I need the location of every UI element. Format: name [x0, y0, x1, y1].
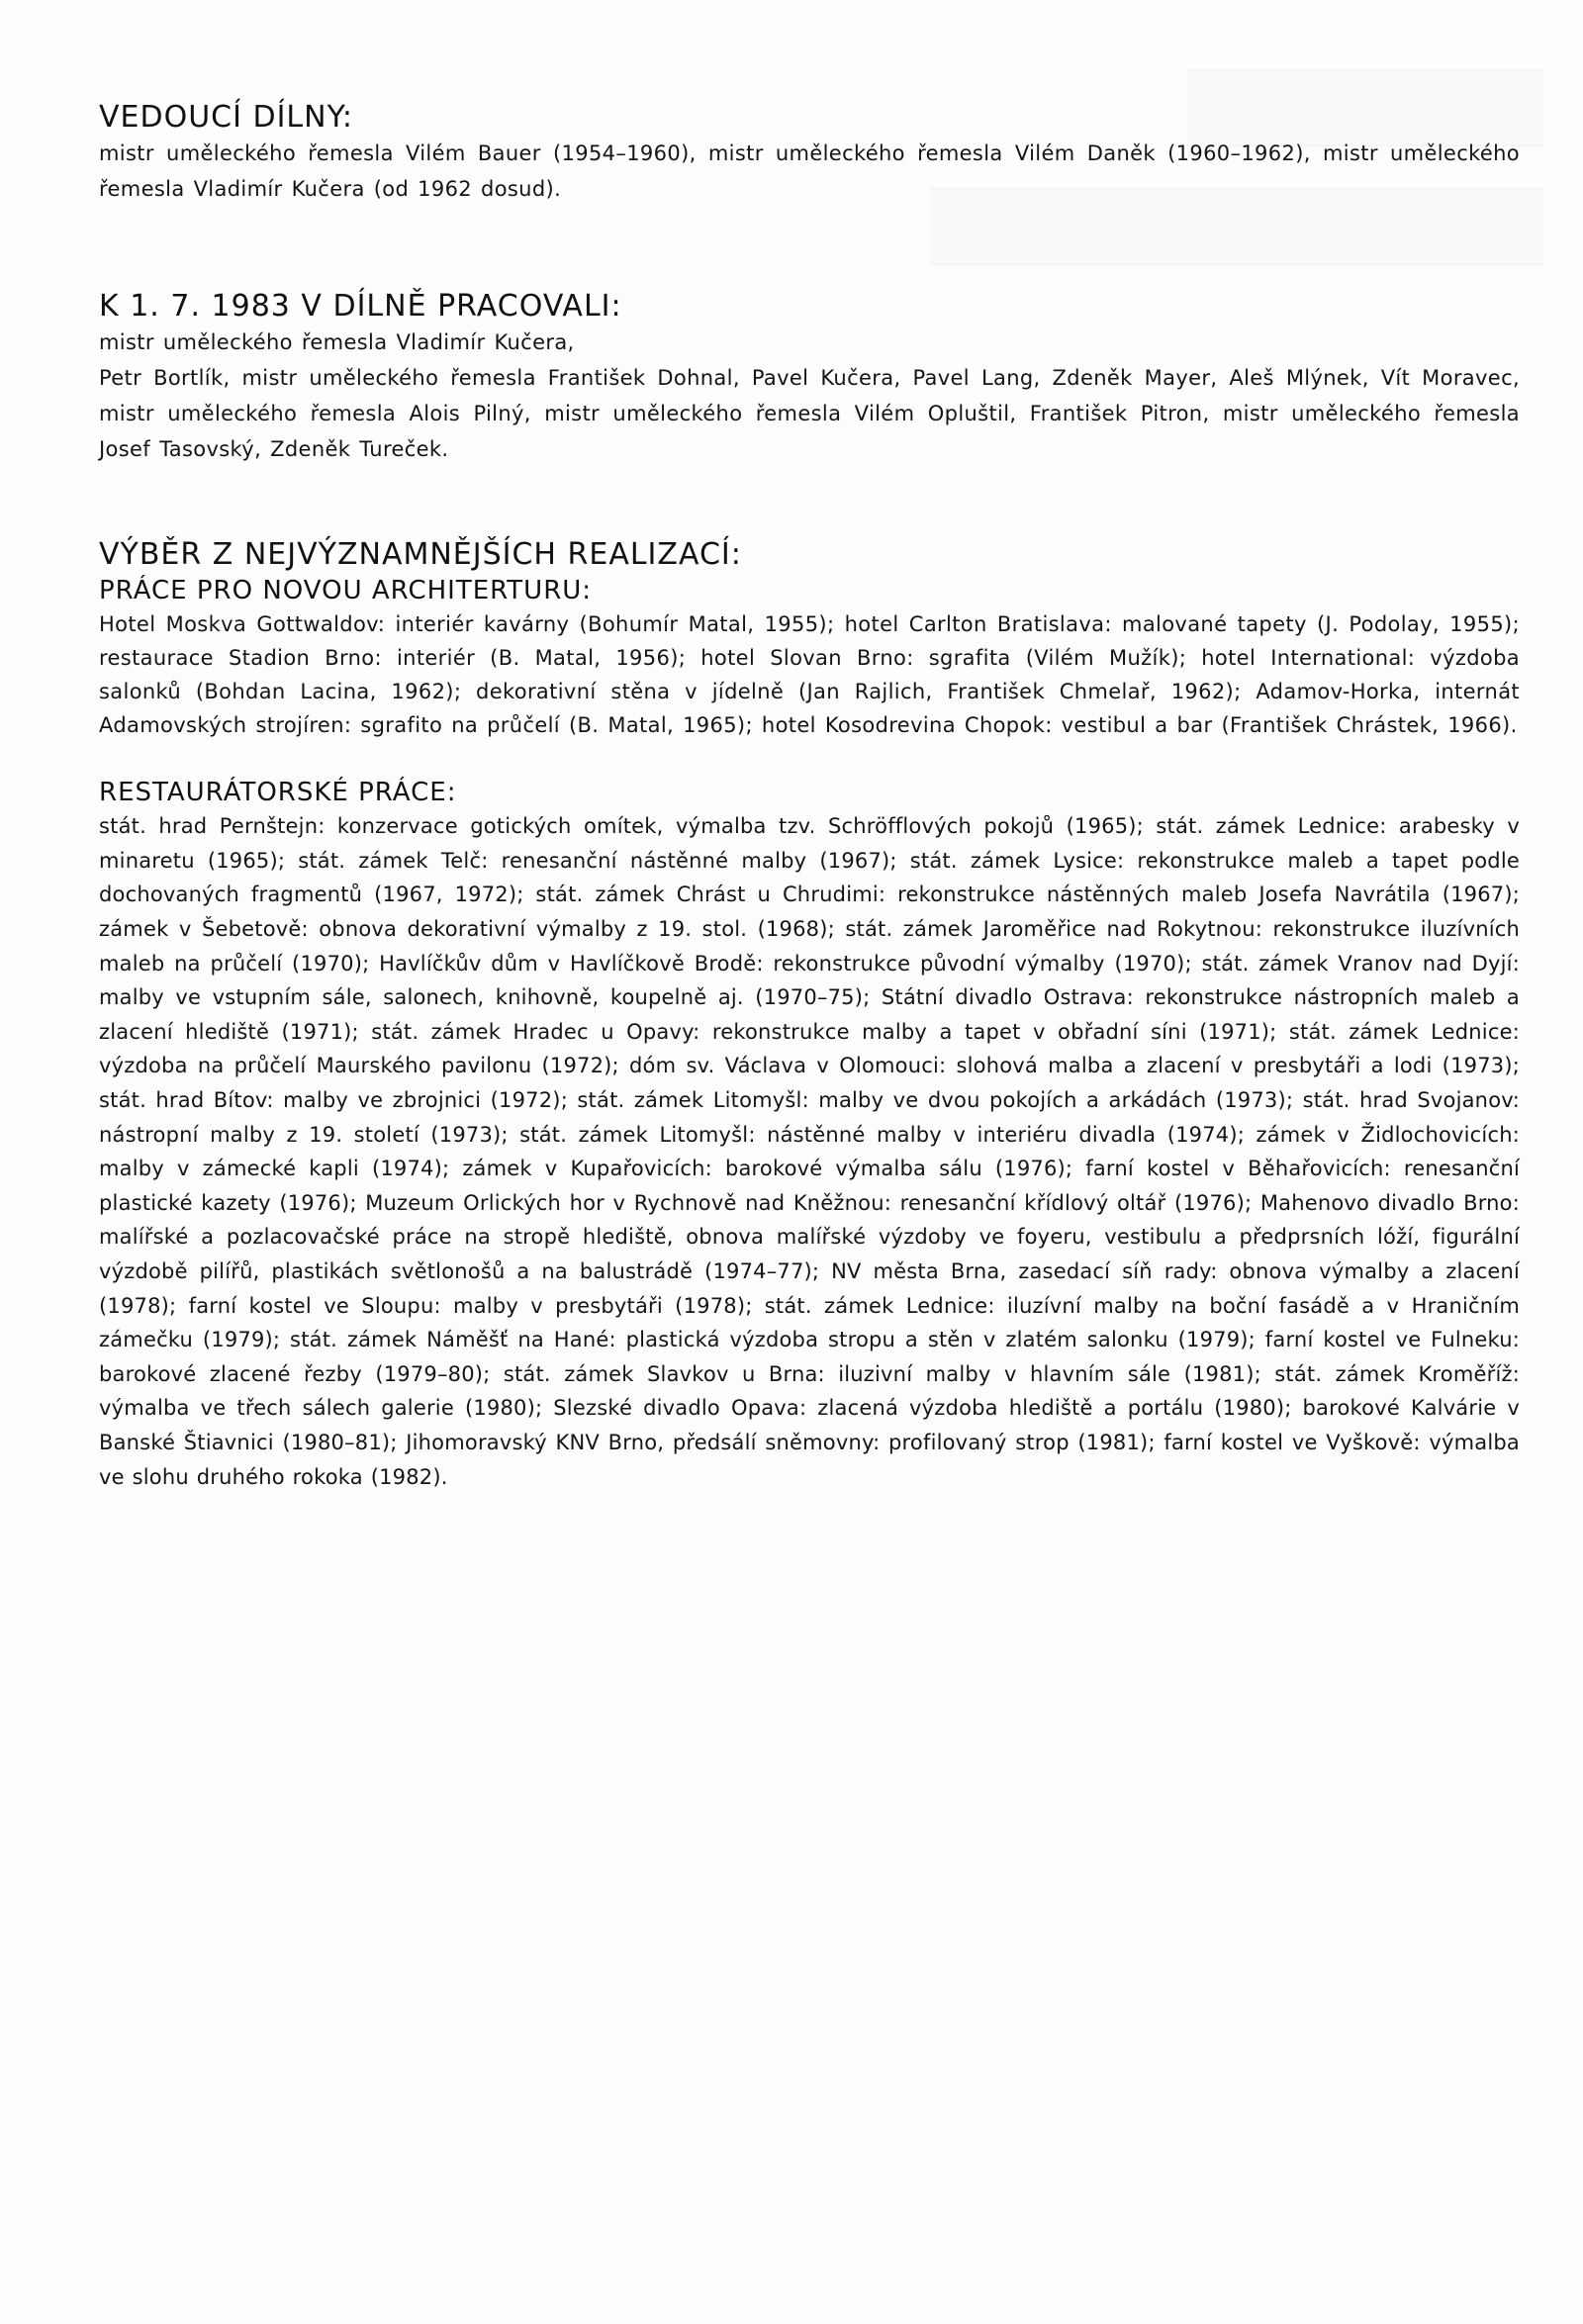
spacer	[99, 467, 1520, 536]
spacer	[99, 207, 1520, 288]
document-body	[99, 99, 1520, 1494]
section-pracovali	[99, 288, 1520, 467]
text-vedouci-dilny: mistr uměleckého řemesla Vilém Bauer (1954–1960), mistr uměleckého řemesla Vilém Daněk (1960–1962), mistr uměleckého řemesla Vladimír Kučera (od 1962 dosud).	[99, 141, 1520, 201]
heading-pracovali: K 1. 7. 1983 V DÍLNĚ PRACOVALI:	[99, 289, 622, 325]
section-restauratorske	[99, 776, 1520, 1494]
text-restauratorske: stát. hrad Pernštejn: konzervace gotických omítek, výmalba tzv. Schröfflových pokojů (1965); stát. zámek Lednice: arabesky v minaretu (1965); stát. zámek Telč: renesanční nástěnné malby (1967); stát. zámek Lysice: rekonstrukce maleb a tapet podle dochovaných fragmentů (1967, 1972); stát. zámek Chrást u Chrudimi: rekonstrukce nástěnných maleb Josefa Navrátila (1967); zámek v Šebetově: obnova dekorativní výmalby z 19. stol. (1968); stát. zámek Jaroměřice nad Rokytnou: rekonstrukce iluzívních maleb na průčelí (1970); Havlíčkův dům v Havlíčkově Brodě: rekonstrukce původní výmalby (1970); stát. zámek Vranov nad Dyjí: malby ve vstupním sále, salonech, knihovně, koupelně aj. (1970–75); Státní divadlo Ostrava: rekonstrukce nástropních maleb a zlacení hlediště (1971); stát. zámek Hradec u Opavy: rekonstrukce malby a tapet v obřadní síni (1971); stát. zámek Lednice: výzdoba na průčelí Maurského pavilonu (1972); dóm sv. Václava v Olomouci: slohová malba a zlacení v presbytáři a lodi (1973); stát. hrad Bítov: malby ve zbrojnici (1972); stát. zámek Litomyšl: malby ve dvou pokojích a arkádách (1973); stát. hrad Svojanov: nástropní malby z 19. století (1973); stát. zámek Litomyšl: nástěnné malby v interiéru divadla (1974); zámek v Židlochovicích: malby v zámecké kapli (1974); zámek v Kupařovicích: barokové výmalba sálu (1976); farní kostel v Běhařovicích: renesanční plastické kazety (1976); Muzeum Orlických hor v Rychnově nad Kněžnou: renesanční křídlový oltář (1976); Mahenovo divadlo Brno: malířské a pozlacovačské práce na stropě hlediště, obnova malířské výzdoby ve foyeru, vestibulu a předprsních lóží, figurální výzdobě pilířů, plastikách světlonošů a na balustrádě (1974–77); NV města Brna, zasedací síň rady: obnova výmalby a zlacení (1978); farní kostel ve Sloupu: malby v presbytáři (1978); stát. zámek Lednice: iluzívní malby na boční fasádě a v Hraničním zámečku (1979); stát. zámek Náměšť na Hané: plastická výzdoba stropu a stěn v zlatém salonku (1979); farní kostel ve Fulneku: barokové zlacené řezby (1979–80); stát. zámek Slavkov u Brna: iluzivní malby v hlavním sále (1981); stát. zámek Kroměříž: výmalba ve třech sálech galerie (1980); Slezské divadlo Opava: zlacená výzdoba hlediště a portálu (1980); barokové Kalvárie v Banské Štiavnici (1980–81); Jihomoravský KNV Brno, předsálí sněmovny: profilovaný strop (1981); farní kostel ve Vyškově: výmalba ve slohu druhého rokoka (1982).	[99, 814, 1520, 1489]
section-realizace	[99, 536, 1520, 742]
heading-restauratorske: RESTAURÁTORSKÉ PRÁCE:	[99, 778, 457, 808]
spacer	[99, 742, 1520, 776]
heading-realizace: VÝBĚR Z NEJVÝZNAMNĚJŠÍCH REALIZACÍ:	[99, 537, 742, 573]
section-vedouci-dilny	[99, 99, 1520, 207]
text-nova-architektura: Hotel Moskva Gottwaldov: interiér kavárny (Bohumír Matal, 1955); hotel Carlton Bratislava: malované tapety (J. Podolay, 1955); restaurace Stadion Brno: interiér (B. Matal, 1956); hotel Slovan Brno: sgrafita (Vilém Mužík); hotel International: výzdoba salonků (Bohdan Lacina, 1962); dekorativní stěna v jídelně (Jan Rajlich, František Chmelař, 1962); Adamov-Horka, internát Adamovských strojíren: sgrafito na průčelí (B. Matal, 1965); hotel Kosodrevina Chopok: vestibul a bar (František Chrástek, 1966).	[99, 612, 1520, 738]
text-pracovali-lead: mistr uměleckého řemesla Vladimír Kučera,	[99, 330, 575, 355]
subheading-nova-architektura: PRÁCE PRO NOVOU ARCHITERTURU:	[99, 576, 593, 606]
heading-vedouci-dilny: VEDOUCÍ DÍLNY:	[99, 100, 354, 135]
text-pracovali: Petr Bortlík, mistr uměleckého řemesla František Dohnal, Pavel Kučera, Pavel Lang, Zdeněk Mayer, Aleš Mlýnek, Vít Moravec, mistr uměleckého řemesla Alois Pilný, mistr uměleckého řemesla Vilém Opluštil, František Pitron, mistr uměleckého řemesla Josef Tasovský, Zdeněk Tureček.	[99, 366, 1520, 461]
